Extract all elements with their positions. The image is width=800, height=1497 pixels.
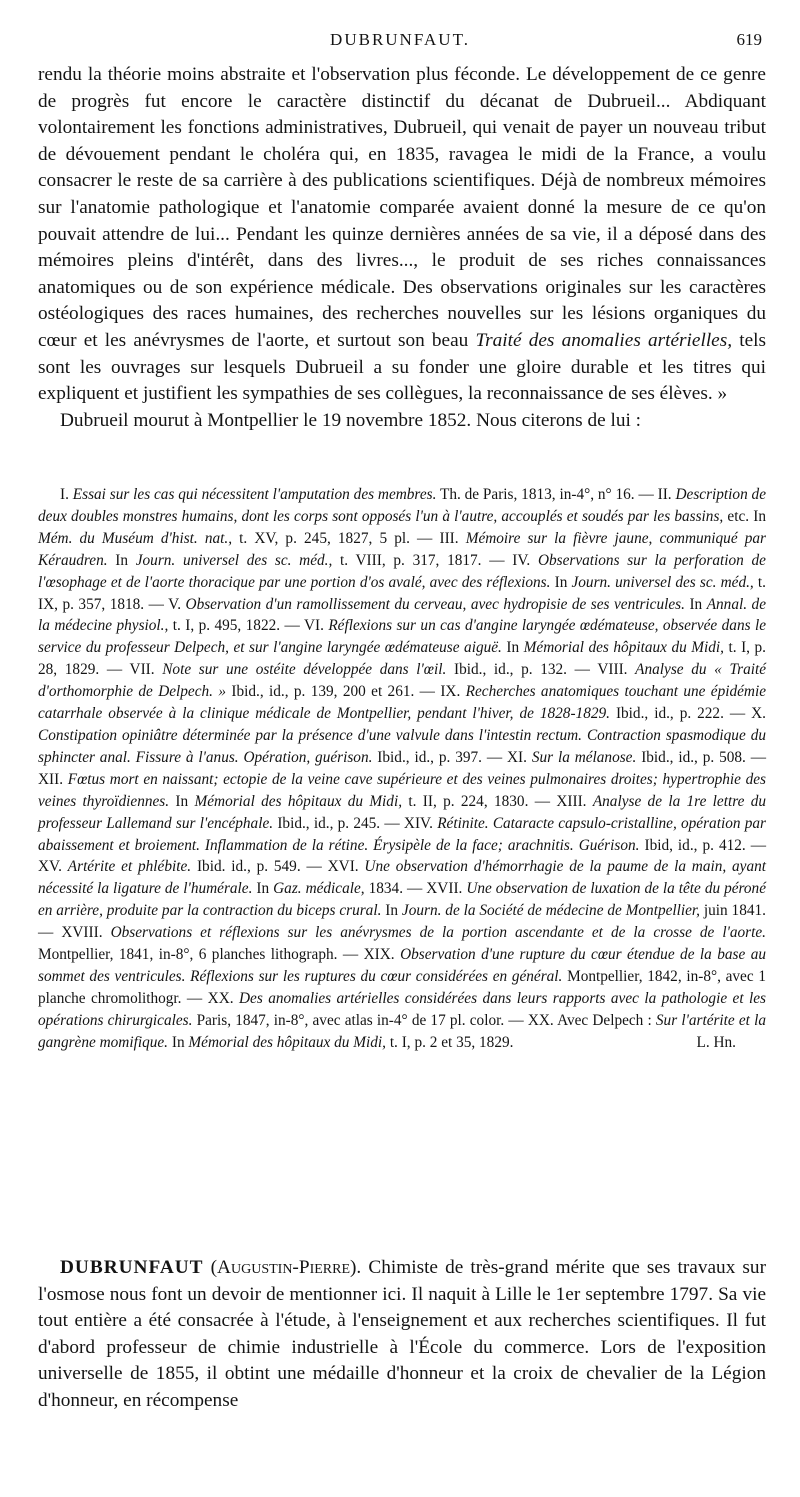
item-title: Journ. de la Société de médecine de Montpellier, <box>401 902 701 920</box>
paragraph-text: rendu la théorie moins abstraite et l'observation plus féconde. Le développement de ce genre de progrès fut encore le caractère distinctif du décanat de Dubrueil... Abdiquant volontairement les fonctions administratives, Dubrueil, qui venait de payer un nouveau tribut de dévouement pendant le choléra qui, en 1835, ravagea le midi de la France, a voulu consacrer le reste de sa carrière à des publications scientifiques. Déjà de nombreux mémoires sur l'anatomie pathologique et l'anatomie comparée avaient donné la mesure de ce qu'on pouvait attendre de lui... Pendant les quinze dernières années de sa vie, il a déposé dans des mémoires pleins d'intérêt, dans des livres..., le produit de ses riches connaissances anatomiques ou de son expérience médicale. Des observations originales sur les caractères ostéologiques des races humaines, des recherches nouvelles sur les lésions organiques du cœur et les anévrysmes de l'aorte, et surtout son beau <box>38 64 766 351</box>
item-title: Analyse du « Traité d'orthomorphie de Delpech. » <box>38 661 767 701</box>
item-reference: In <box>506 639 524 657</box>
item-reference: In <box>115 551 136 569</box>
bibliography-item <box>168 596 707 613</box>
item-title: Une observation de luxation de la tête du péroné en arrière, produite par la contraction du biceps crural. <box>38 880 766 920</box>
running-head <box>38 30 762 54</box>
item-reference: t. IX, p. 357, 1818. — <box>38 573 766 613</box>
item-reference: Montpellier, 1841, in-8°, 6 planches lithograph. — <box>38 946 364 964</box>
item-reference: 1834. — <box>368 880 427 898</box>
bibliography-item <box>507 749 766 766</box>
item-title: Mémorial des hôpitaux du Midi, <box>188 1033 386 1051</box>
item-number: VII. <box>129 661 163 679</box>
dictionary-entry <box>38 1255 766 1415</box>
item-number: XV. <box>38 858 68 876</box>
item-reference: Ibid., id., p. 132. — <box>453 661 598 679</box>
item-reference: t. I, p. 28, 1829. — <box>38 639 766 679</box>
item-reference: t. I, p. 495, 1822. — <box>172 617 304 635</box>
item-number: XVII. <box>426 880 467 898</box>
item-title: Sur l'artérite et la gangrène momifique. <box>38 1011 766 1051</box>
item-number: XX. <box>207 989 239 1007</box>
item-title: Journ. universel des sc. méd., <box>135 551 333 569</box>
item-reference: t. II, p. 224, 1830. — <box>408 792 557 810</box>
item-title: Mém. du Muséum d'hist. nat., <box>38 529 233 547</box>
item-reference: Ibid. id., p. 549. — <box>196 858 328 876</box>
item-number: XIV. <box>403 814 438 832</box>
entry-given-names: (Augustin-Pierre). <box>210 1257 362 1278</box>
item-number: XII. <box>38 770 68 788</box>
item-reference: Avec Delpech : <box>557 1011 656 1029</box>
item-title: Mémoire sur la fièvre jaune, communiqué par Kéraudren. <box>38 529 766 569</box>
item-title: Annal. de la médecine physiol., <box>38 595 766 635</box>
item-title: Recherches anatomiques touchant une épidémie catarrhale observée à la clinique médicale de Montpellier, pendant l'hiver, de 1828-1829. <box>38 683 767 723</box>
item-number: XI. <box>507 748 532 766</box>
item-number: XX. <box>527 1011 558 1029</box>
item-title: Fœtus mort en naissant; ectopie de la veine cave supérieure et des veines pulmonaires droites; hypertrophie des veines thyroïdiennes. <box>38 770 766 810</box>
item-number: IX. <box>440 683 466 701</box>
bibliography-item <box>194 793 556 810</box>
item-number: XVIII. <box>61 924 111 942</box>
item-title: Analyse de la 1re lettre du professeur Lallemand sur l'encéphale. <box>38 792 767 832</box>
bibliography-list <box>38 484 766 1054</box>
item-title: Observations et réflexions sur les anévrysmes de la portion ascendante et de la crosse de l'aorte. <box>110 924 766 942</box>
bibliography-item <box>188 1034 513 1051</box>
item-title: Artérite et phlébite. <box>67 858 192 876</box>
author-signature: L. Hn. <box>696 1033 736 1051</box>
item-number: III. <box>439 529 466 547</box>
item-title: Observations sur la perforation de l'œsophage et de l'aorte thoracique par une portion d'os avalé, avec des réflexions. <box>38 551 766 591</box>
item-reference: In <box>385 902 402 920</box>
item-title: Mémorial des hôpitaux du Midi, <box>194 792 403 810</box>
item-reference: In <box>689 595 707 613</box>
item-number: VIII. <box>597 661 636 679</box>
item-reference: In <box>171 1033 189 1051</box>
item-title: Mémorial des hôpitaux du Midi, <box>523 639 724 657</box>
item-number: VI. <box>303 617 329 635</box>
item-number: X. <box>751 705 766 723</box>
paragraph-text-end: tels sont les ouvrages sur lesquels Dubrueil a su fonder une gloire durable et les titres qui expliquent et justifient les sympathies de ses collègues, la reconnaissance de ses élèves. » <box>38 329 766 405</box>
item-reference: Montpellier, 1842, in-8°, avec 1 planche chromolithogr. — <box>38 967 766 1007</box>
item-title: Observation d'un ramollissement du cerveau, avec hydropisie de ses ventricules. <box>185 595 685 613</box>
item-reference: juin 1841. — <box>38 902 766 942</box>
item-number: XIII. <box>556 792 593 810</box>
item-reference: Ibid., id., p. 245. — <box>277 814 404 832</box>
item-reference: In <box>554 573 572 591</box>
bibliography-item <box>273 880 426 897</box>
bibliography-item <box>130 661 598 678</box>
item-reference: In <box>175 792 195 810</box>
item-title: Description de deux doubles monstres humains, dont les corps sont opposés l'un à l'autre, accouplés et soudés par les bassins, <box>38 486 766 525</box>
bibliography-item <box>528 1012 656 1029</box>
item-reference: In <box>256 880 274 898</box>
body-paragraph <box>38 62 766 434</box>
bibliography-item <box>38 530 439 547</box>
item-number: I. <box>60 486 73 503</box>
item-reference: Ibid., id., p. 397. — <box>377 748 507 766</box>
item-reference: Paris, 1847, in-8°, avec atlas in-4° de 17 pl. color. — <box>196 1011 528 1029</box>
item-reference: Ibid., id., p. 139, 200 et 261. — <box>231 683 441 701</box>
item-title: Des anomalies artérielles considérées dans leurs rapports avec la pathologie et les opérations chirurgicales. <box>38 989 766 1029</box>
item-reference: t. VIII, p. 317, 1817. — <box>340 551 513 569</box>
item-number: XIX. <box>363 946 401 964</box>
entry-text: Chimiste de très-grand mérite que ses travaux sur l'osmose nous font un devoir de mentionner ici. Il naquit à Lille le 1er septembre 1797. Sa vie tout entière a été consacrée à l'étude, à l'enseignement et aux recherches scientifiques. Il fut d'abord professeur de chimie industrielle à l'École du commerce. Lors de l'exposition universelle de 1855, il obtint une médaille d'honneur et la croix de chevalier de la Légion d'honneur, en récompense <box>38 1257 766 1411</box>
item-reference: Ibid., id., p. 222. — <box>615 705 752 723</box>
item-reference: Th. de Paris, 1813, in-4°, n° 16. — <box>439 486 658 503</box>
item-title: Gaz. médicale, <box>273 880 365 898</box>
paragraph-italic-title: Traité des anomalies artérielles, <box>475 329 733 351</box>
running-title: DUBRUNFAUT. <box>330 30 470 49</box>
entry-headword: DUBRUNFAUT <box>60 1257 204 1278</box>
item-title: Essai sur les cas qui nécessitent l'amputation des membres. <box>72 486 437 503</box>
item-number: II. <box>657 486 676 503</box>
item-title: Une observation d'hémorrhagie de la paume de la main, ayant nécessité la ligature de l'humérale. <box>38 858 766 898</box>
item-number: XVI. <box>327 858 365 876</box>
item-number: IV. <box>512 551 538 569</box>
item-reference: t. XV, p. 245, 1827, 5 pl. — <box>239 529 440 547</box>
bibliography-item <box>60 486 658 503</box>
item-reference: Ibid., id., p. 508. — <box>641 748 767 766</box>
item-title: Observation d'une rupture du cœur étendue de la base au sommet des ventricules. Réflexions sur les ruptures du cœur considérées en général. <box>38 946 767 985</box>
item-title: Rétinite. Cataracte capsulo-cristalline, opération par abaissement et broiement. Inflammation de la rétine. Érysipèle de la face; arachnitis. Guérison. <box>38 814 766 854</box>
item-number: V. <box>168 595 186 613</box>
bibliography-item <box>136 552 512 569</box>
page-number: 619 <box>736 30 762 49</box>
item-reference: Ibid, id., p. 412. — <box>644 836 767 854</box>
item-title: Sur la mélanose. <box>531 748 637 766</box>
item-title: Journ. universel des sc. méd., <box>571 573 754 591</box>
item-reference: t. I, p. 2 et 35, 1829. <box>389 1033 514 1051</box>
item-reference: etc. In <box>727 507 766 525</box>
bibliography-item <box>38 858 328 875</box>
item-title: Réflexions sur un cas d'angine laryngée œdémateuse, observée dans le service du professeur Delpech, et sur l'angine laryngée œdémateuse aiguë. <box>38 617 766 657</box>
item-title: Note sur une ostéite développée dans l'œil. <box>162 661 447 679</box>
item-title: Constipation opiniâtre déterminée par la présence d'une valvule dans l'intestin rectum. Contraction spasmodique du sphincter anal. Fissure à l'anus. Opération, guérison. <box>38 726 766 766</box>
closing-paragraph: Dubrueil mourut à Montpellier le 19 novembre 1852. Nous citerons de lui : <box>60 409 641 431</box>
